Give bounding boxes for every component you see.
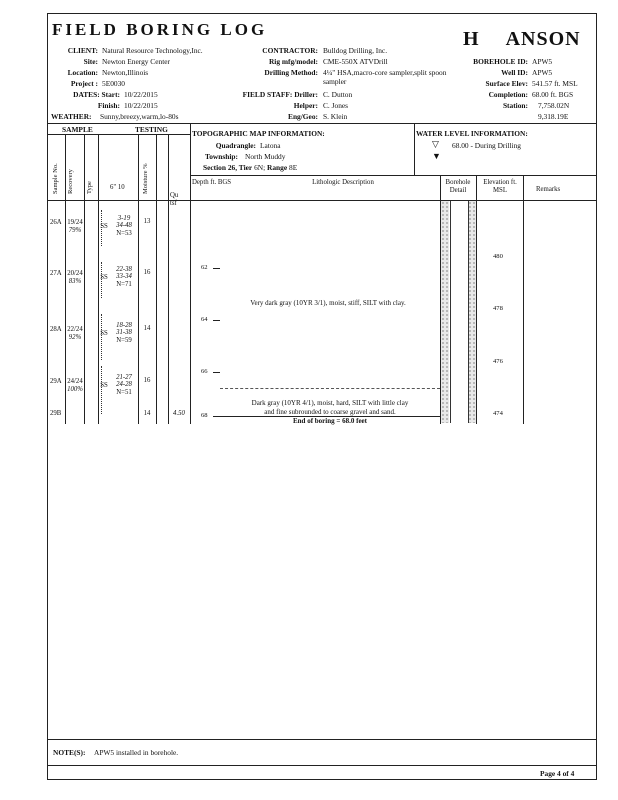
vline-water xyxy=(414,123,415,175)
depth-label: 64 xyxy=(201,316,208,323)
rig-label: Rig mfg/model: xyxy=(268,57,318,66)
sample-heading: SAMPLE xyxy=(62,125,93,134)
blows-header: 6" 10 xyxy=(110,184,125,191)
footer-divider xyxy=(48,765,596,766)
sample-id: 26A xyxy=(50,219,62,226)
notes-label: NOTE(S): xyxy=(53,748,86,757)
sample-id: 28A xyxy=(50,326,62,333)
contractor-value: Bulldog Drilling, Inc. xyxy=(323,46,388,55)
column-header-divider xyxy=(48,200,596,201)
company-logo xyxy=(463,28,581,51)
n-value: N=71 xyxy=(116,281,132,288)
client-value: Natural Resource Technology,Inc. xyxy=(102,46,203,55)
depth-tick xyxy=(213,268,220,269)
col-header-top-line xyxy=(190,175,596,176)
section-label: Section 26, Tier xyxy=(203,163,253,172)
elevation-label: 476 xyxy=(493,358,503,365)
start-date: 10/22/2015 xyxy=(124,90,158,99)
weather-value: Sunny,breezy,warm,lo-80s xyxy=(100,112,179,121)
quadrangle-value: Latona xyxy=(260,141,281,150)
sample-recovery-pct: 92% xyxy=(68,334,82,341)
vline-7 xyxy=(190,123,191,424)
n-value: N=51 xyxy=(116,389,132,396)
contractor-label: CONTRACTOR: xyxy=(262,46,318,55)
moisture-value: 16 xyxy=(143,269,151,276)
topo-heading: TOPOGRAPHIC MAP INFORMATION: xyxy=(192,129,325,138)
depth-label: 62 xyxy=(201,264,208,271)
page-title: FIELD BORING LOG xyxy=(52,20,268,39)
field-staff-label: FIELD STAFF: Driller: xyxy=(242,90,318,99)
sample-id: 27A xyxy=(50,270,62,277)
station-value: 7,758.02N xyxy=(538,101,570,110)
notes-divider xyxy=(48,739,596,740)
litho-col-header: Lithologic Description xyxy=(312,179,374,186)
site-label: Site: xyxy=(83,57,98,66)
notes-value: APW5 installed in borehole. xyxy=(94,748,179,757)
moisture-value: 14 xyxy=(143,410,151,417)
borehole-label: BOREHOLE ID: xyxy=(473,57,528,66)
client-label: CLIENT: xyxy=(67,46,98,55)
elevation-label: 478 xyxy=(493,305,503,312)
township-label: Township: xyxy=(204,152,238,161)
completion-value: 68.00 ft. BGS xyxy=(532,90,574,99)
elevation-label: 480 xyxy=(493,253,503,260)
project-value: 5E0030 xyxy=(102,79,125,88)
weather-label: WEATHER: xyxy=(51,112,92,121)
eng-label: Eng/Geo: xyxy=(288,112,318,121)
helper-value: C. Jones xyxy=(323,101,349,110)
sample-recovery-pct: 100% xyxy=(67,386,83,393)
location-label: Location: xyxy=(67,68,98,77)
sample-recovery-pct: 79% xyxy=(68,227,82,234)
sample-interval-marker xyxy=(101,210,105,246)
vline-elev xyxy=(476,175,477,424)
elev-col-header: Elevation ft. MSL xyxy=(483,179,517,194)
vline-remarks xyxy=(523,175,524,424)
well-label: Well ID: xyxy=(501,68,528,77)
sample-recovery: 19/24 xyxy=(67,219,83,226)
recovery-header: Recovery xyxy=(67,169,74,194)
surface-value: 541.57 ft. MSL xyxy=(532,79,578,88)
blow-counts-1: 21-27 xyxy=(116,374,132,381)
project-label: Project : xyxy=(70,79,98,88)
sample-interval-marker xyxy=(101,262,105,298)
depth-tick xyxy=(213,416,220,417)
water-level-heading: WATER LEVEL INFORMATION: xyxy=(416,129,528,138)
depth-tick xyxy=(213,320,220,321)
tsf-header: tsf xyxy=(170,200,177,207)
eng-value: S. Klein xyxy=(323,112,348,121)
sample-type-header: Type xyxy=(86,181,93,194)
testing-heading: TESTING xyxy=(135,125,168,134)
header-divider xyxy=(48,123,596,124)
township-value: North Muddy xyxy=(245,152,286,161)
section-tier-range xyxy=(203,163,297,172)
sample-type: SS xyxy=(100,274,108,281)
blow-counts-1: 18-28 xyxy=(116,322,132,329)
vline-6 xyxy=(168,134,169,424)
sample-type: SS xyxy=(100,223,108,230)
remarks-col-header: Remarks xyxy=(536,186,561,193)
borehole-value: APW5 xyxy=(532,57,553,66)
surface-label: Surface Elev: xyxy=(485,79,528,88)
range-label: Range xyxy=(267,163,288,172)
driller-value: C. Dutton xyxy=(323,90,353,99)
sample-recovery-pct: 83% xyxy=(68,278,82,285)
depth-tick xyxy=(213,372,220,373)
qu-value: 4.50 xyxy=(173,410,185,417)
blow-counts-1: 3-19 xyxy=(117,215,131,222)
depth-label: 68 xyxy=(201,412,208,419)
sample-interval-marker xyxy=(101,314,105,360)
station-label: Station: xyxy=(502,101,528,110)
boring-log-page xyxy=(47,13,597,780)
water-table-icon-2: ▼ xyxy=(432,151,441,161)
moisture-value: 16 xyxy=(143,377,151,384)
n-value: N=53 xyxy=(116,230,132,237)
litho-desc-1: Very dark gray (10YR 3/1), moist, stiff, SILT with clay. xyxy=(250,299,406,307)
dates-label: DATES: Start: xyxy=(73,90,120,99)
method-value-2: sampler xyxy=(323,77,347,86)
finish-label: Finish: xyxy=(97,101,120,110)
n-value: N=59 xyxy=(116,337,132,344)
range-value: 8E xyxy=(289,163,298,172)
elevation-label: 474 xyxy=(493,410,503,417)
depth-col-header: Depth ft. BGS xyxy=(192,179,232,186)
sample-no-header: Sample No. xyxy=(52,163,59,194)
sample-interval-marker xyxy=(101,366,105,414)
borehole-fill-left xyxy=(441,201,449,423)
sample-recovery: 24/24 xyxy=(67,378,83,385)
qu-header: Qu xyxy=(170,192,179,199)
quadrangle-label: Quadrangle: xyxy=(215,141,256,150)
blow-counts-2: 33-34 xyxy=(116,273,132,280)
litho-desc-2: Dark gray (10YR 4/1), moist, hard, SILT with little clay xyxy=(251,399,409,407)
water-table-icon: ▽ xyxy=(432,139,439,149)
blow-counts-1: 22-38 xyxy=(116,266,132,273)
water-level-value: 68.00 - During Drilling xyxy=(452,141,521,150)
blow-counts-2: 31-38 xyxy=(116,329,132,336)
borehole-col-header: Borehole Detail xyxy=(445,179,471,194)
blow-counts-2: 24-28 xyxy=(116,381,132,388)
station-value-2: 9,318.19E xyxy=(538,112,569,121)
moisture-value: 13 xyxy=(143,218,151,225)
page-number: Page 4 of 4 xyxy=(540,769,575,778)
sample-type: SS xyxy=(100,330,108,337)
well-casing xyxy=(450,201,469,423)
logo-right: ANSON xyxy=(505,28,581,50)
depth-label: 66 xyxy=(201,368,208,375)
well-value: APW5 xyxy=(532,68,553,77)
site-value: Newton Energy Center xyxy=(102,57,171,66)
moisture-header: Moisture % xyxy=(142,163,149,194)
blow-counts-2: 34-48 xyxy=(116,222,132,229)
rig-value: CME-550X ATVDrill xyxy=(323,57,388,66)
sample-id: 29A xyxy=(50,378,62,385)
sample-recovery: 22/24 xyxy=(67,326,83,333)
sample-type: SS xyxy=(100,382,108,389)
litho-contact-line xyxy=(220,388,440,389)
location-value: Newton,Illinois xyxy=(102,68,149,77)
method-value: 4¼" HSA,macro-core sampler,split spoon xyxy=(323,68,447,77)
completion-label: Completion: xyxy=(488,90,528,99)
logo-left: H xyxy=(463,28,480,50)
borehole-fill-right xyxy=(468,201,476,423)
vline-5 xyxy=(156,134,157,424)
finish-date: 10/22/2015 xyxy=(124,101,158,110)
tier-value: 6N; xyxy=(254,163,266,172)
sample-id: 29B xyxy=(50,410,62,417)
method-label: Drilling Method: xyxy=(264,68,318,77)
moisture-value: 14 xyxy=(143,325,151,332)
sample-recovery: 20/24 xyxy=(67,270,83,277)
vline-2 xyxy=(84,134,85,424)
helper-label: Helper: xyxy=(293,101,318,110)
end-of-boring: End of boring = 68.0 feet xyxy=(293,417,367,425)
litho-desc-3: and fine subrounded to coarse gravel and sand. xyxy=(264,408,396,416)
